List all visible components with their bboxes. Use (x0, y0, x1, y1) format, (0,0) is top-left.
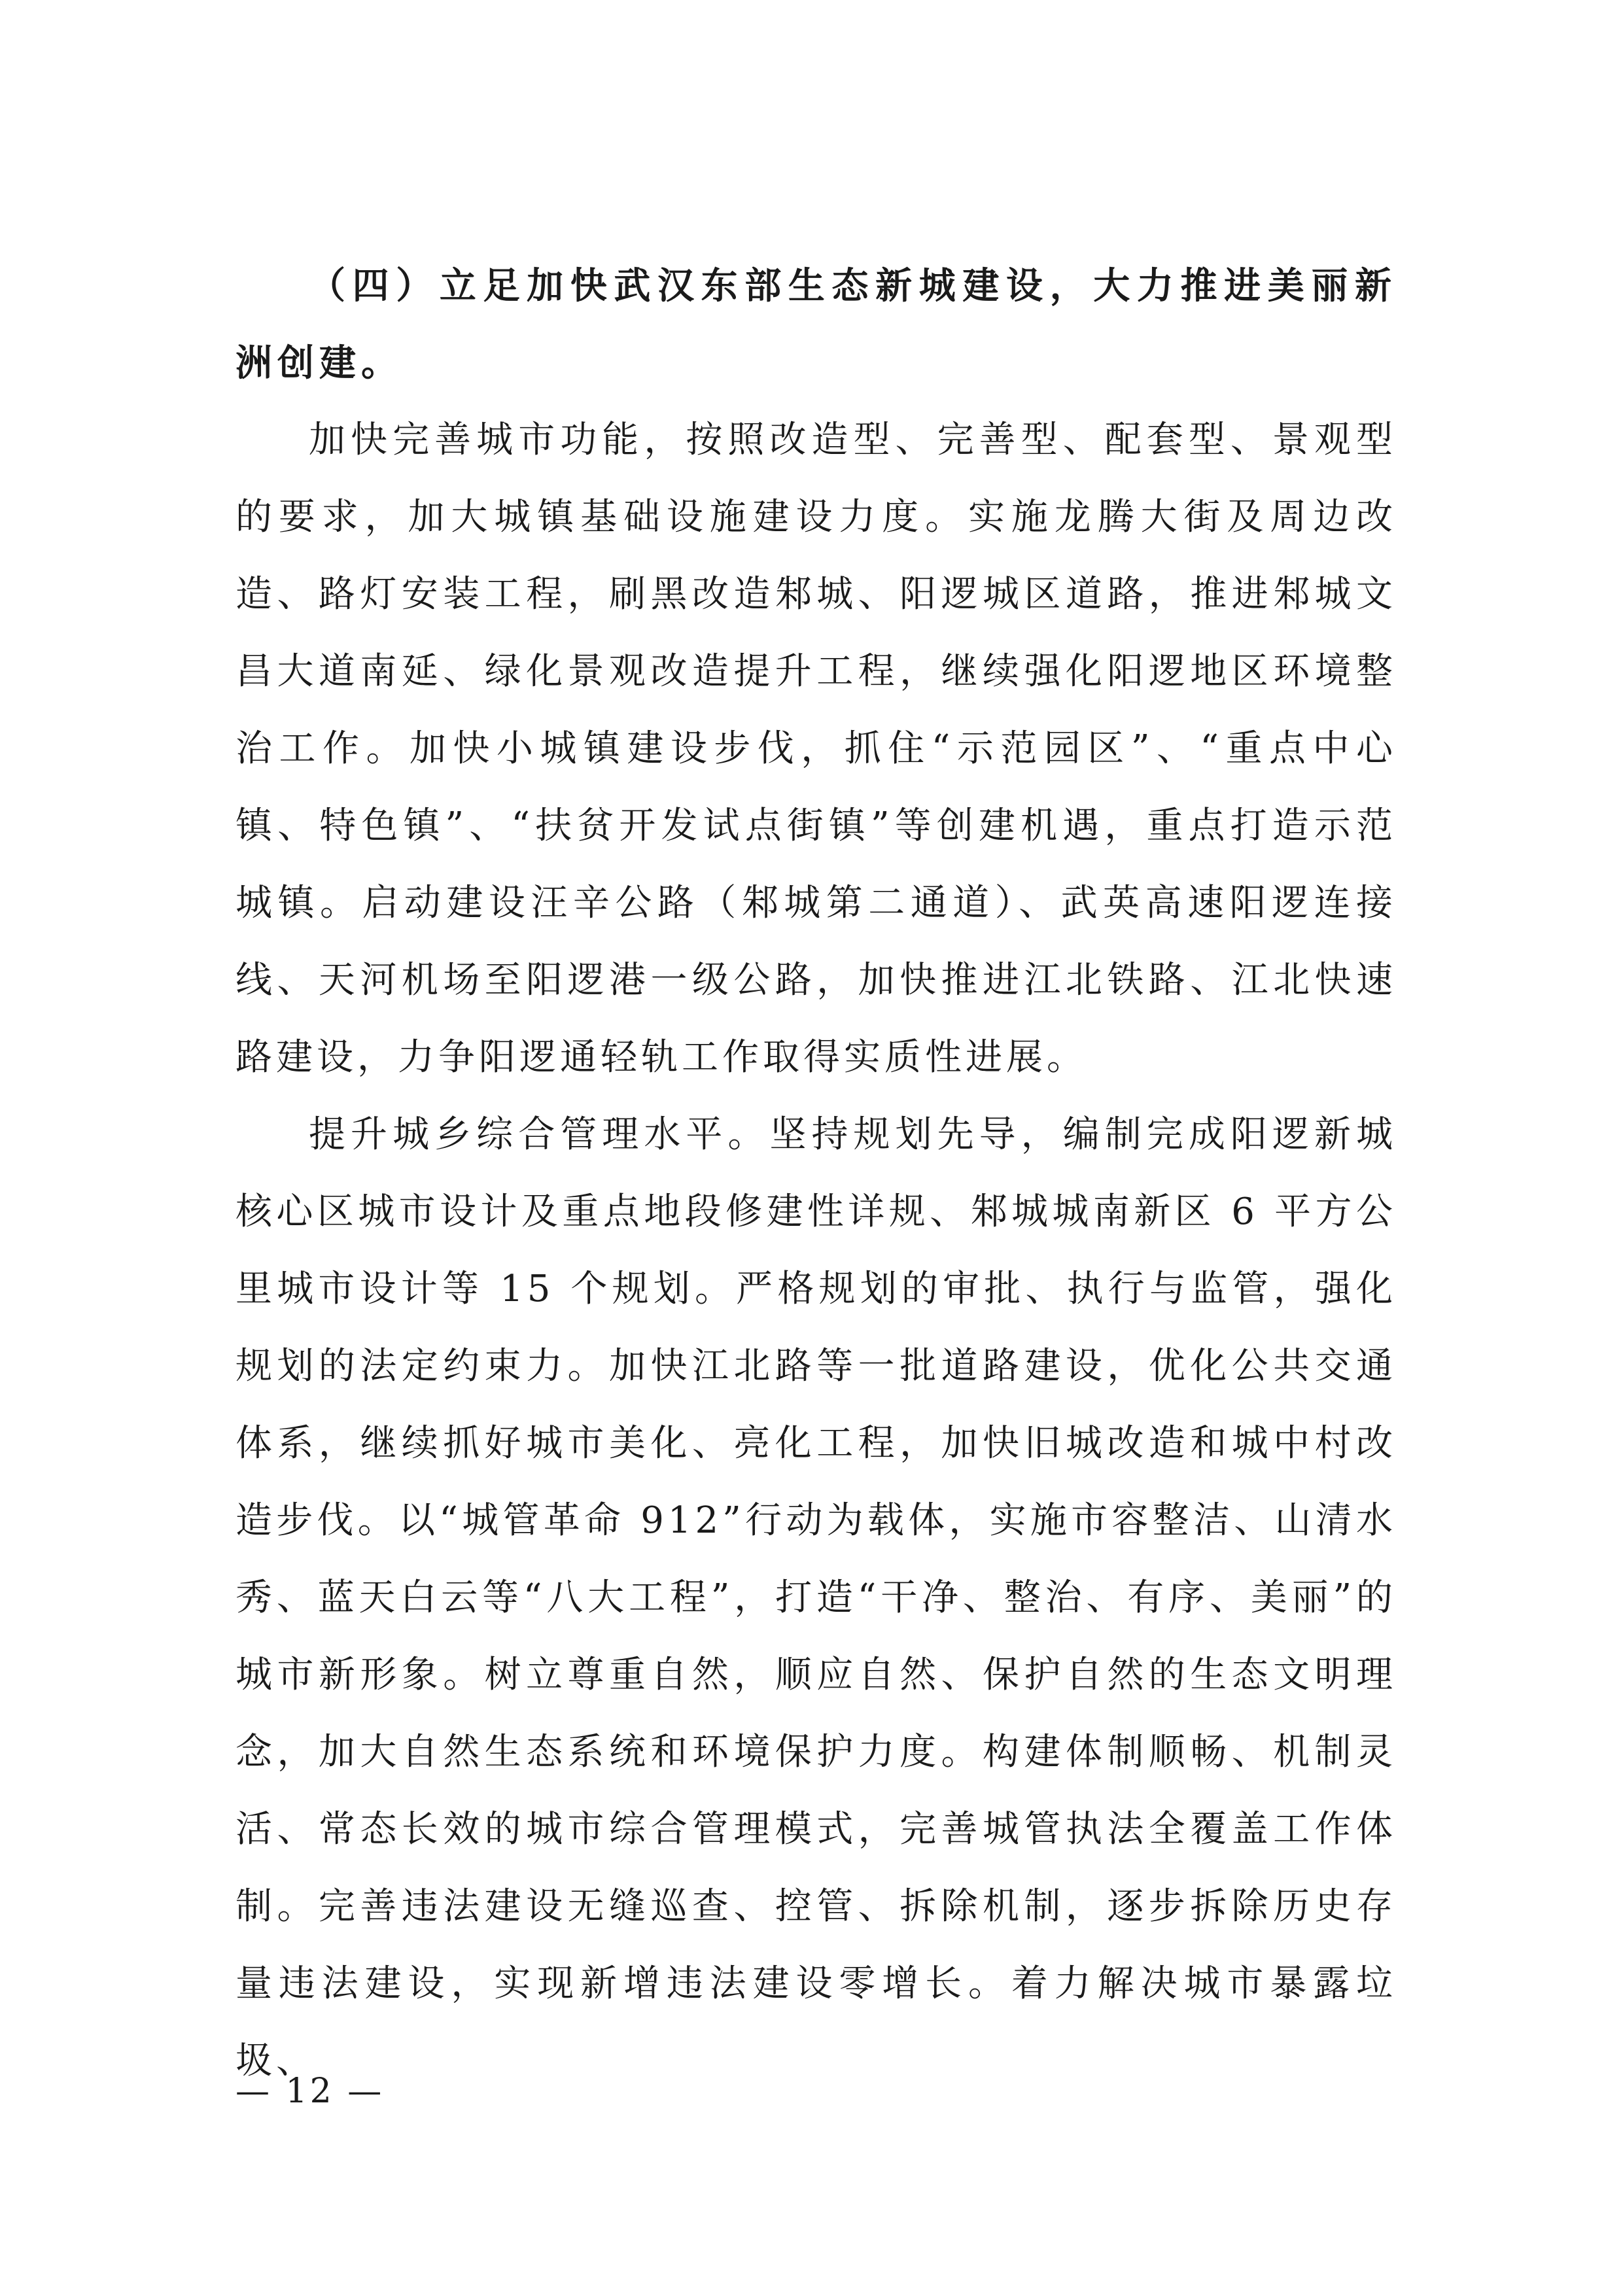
paragraph-urban-functions: 加快完善城市功能，按照改造型、完善型、配套型、景观型的要求，加大城镇基础设施建设力度。实施龙腾大街及周边改造、路灯安装工程，刷黑改造邾城、阳逻城区道路，推进邾城文昌大道南延、绿化景观改造提升工程，继续强化阳逻地区环境整治工作。加快小城镇建设步伐，抓住“示范园区”、“重点中心镇、特色镇”、“扶贫开发试点街镇”等创建机遇，重点打造示范城镇。启动建设汪辛公路（邾城第二通道）、武英高速阳逻连接线、天河机场至阳逻港一级公路，加快推进江北铁路、江北快速路建设，力争阳逻通轻轨工作取得实质性进展。 (236, 419, 1397, 1079)
paragraph-urban-management: 提升城乡综合管理水平。坚持规划先导，编制完成阳逻新城核心区城市设计及重点地段修建性详规、邾城城南新区 6 平方公里城市设计等 15 个规划。严格规划的审批、执行与监管，强化规划的法定约束力。加快江北路等一批道路建设，优化公共交通体系，继续抓好城市美化、亮化工程，加快旧城改造和城中村改造步伐。以“城管革命 912”行动为载体，实施市容整洁、山清水秀、蓝天白云等“八大工程”，打造“干净、整治、有序、美丽”的城市新形象。树立尊重自然，顺应自然、保护自然的生态文明理念，加大自然生态系统和环境保护力度。构建体制顺畅、机制灵活、常态长效的城市综合管理模式，完善城管执法全覆盖工作体制。完善违法建设无缝巡查、控管、拆除机制，逐步拆除历史存量违法建设，实现新增违法建设零增长。着力解决城市暴露垃圾、 (236, 1113, 1397, 2082)
page-number: — 12 — (236, 2072, 385, 2111)
section-heading: （四）立足加快武汉东部生态新城建设，大力推进美丽新洲创建。 (236, 264, 1397, 385)
document-body (236, 247, 1397, 2100)
